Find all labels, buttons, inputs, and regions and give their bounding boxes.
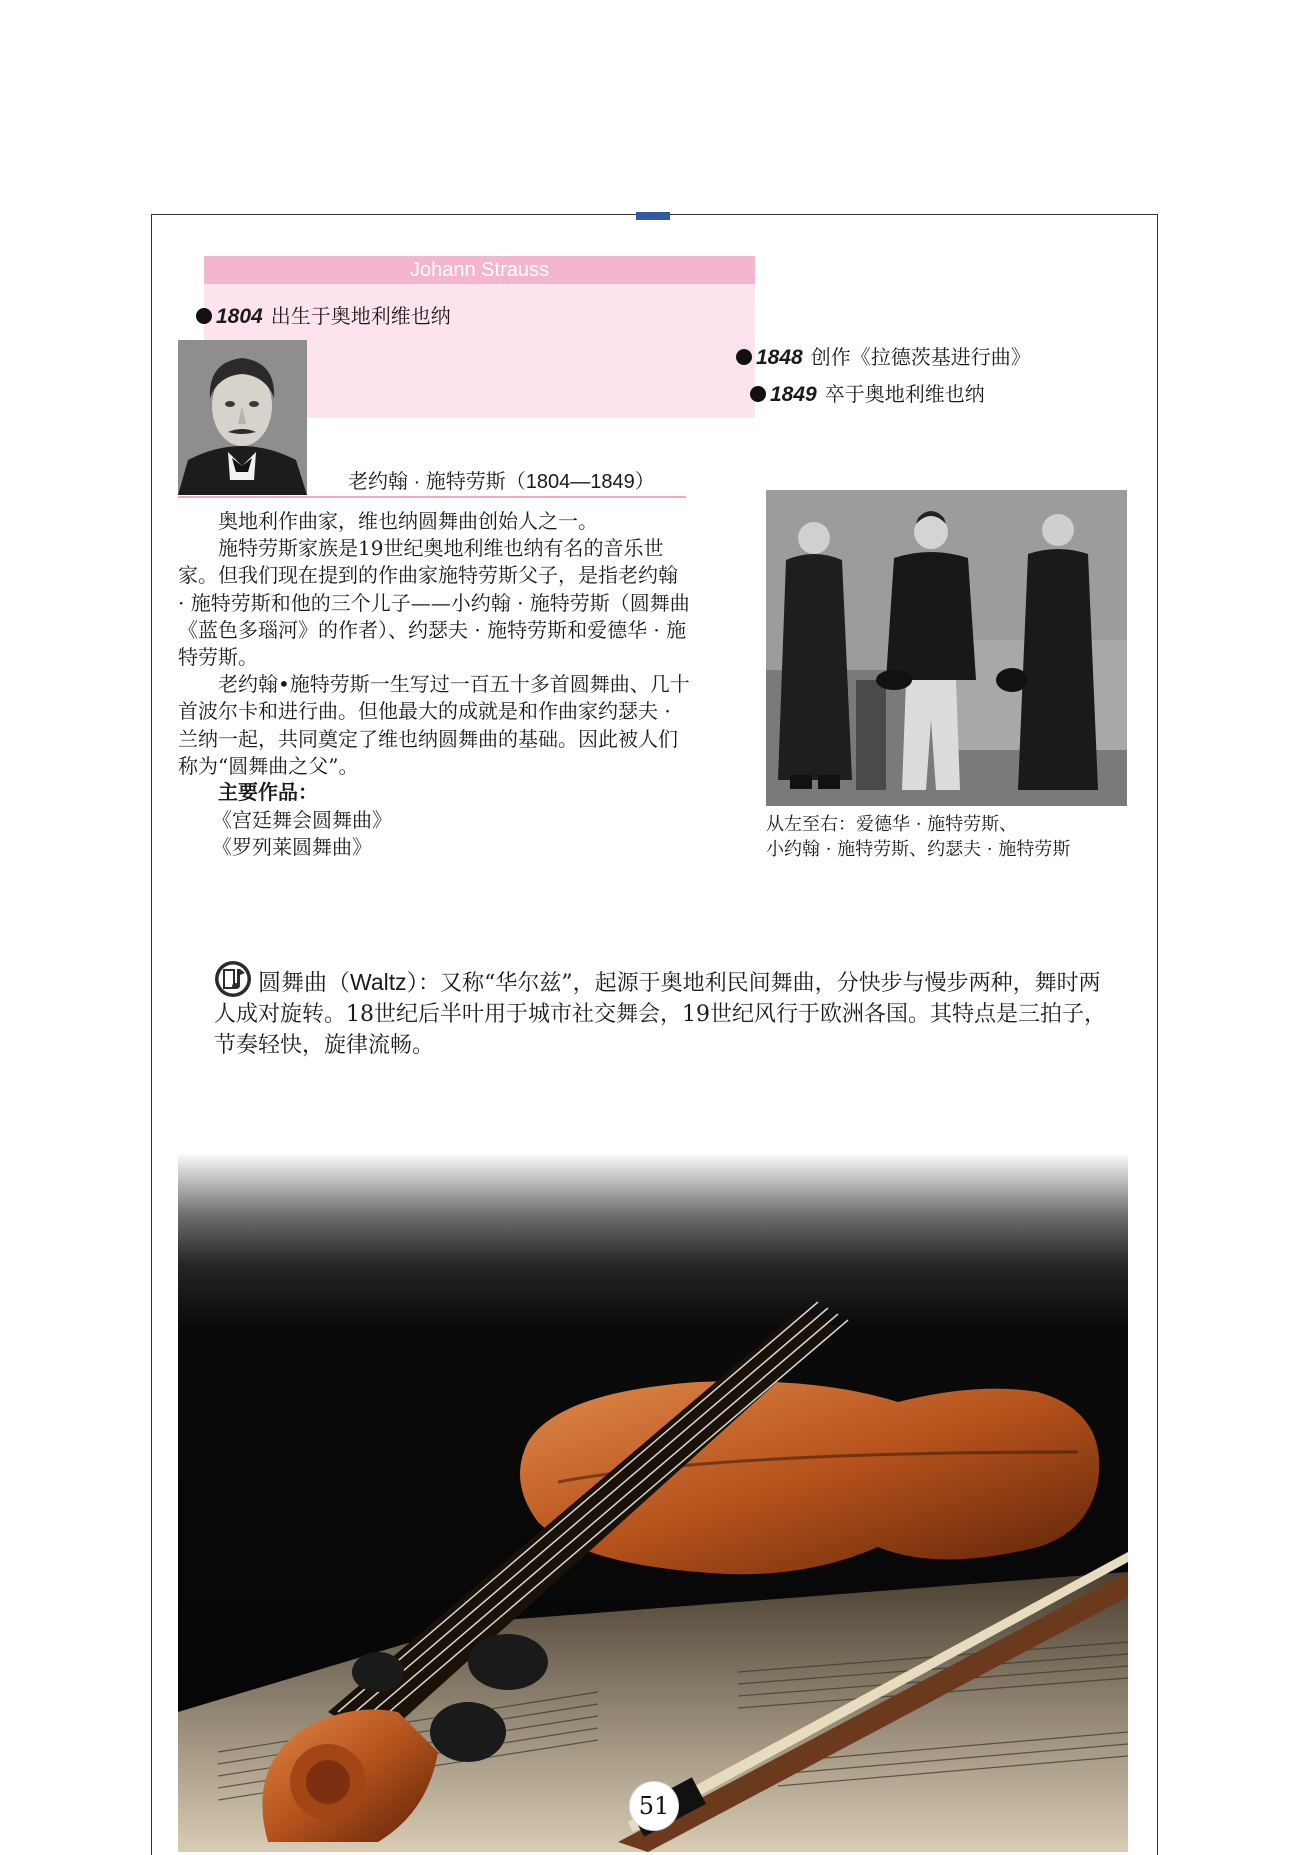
timeline-item-1849 [750,378,985,407]
bio-paragraph: 施特劳斯家族是19世纪奥地利维也纳有名的音乐世家。但我们现在提到的作曲家施特劳斯父子，是指老约翰 · 施特劳斯和他的三个儿子——小约翰 · 施特劳斯（圆舞曲《蓝色多瑙河》的作者）、约瑟夫 · 施特劳斯和爱德华 · 施特劳斯。 [178,536,690,670]
bullet-icon [196,308,212,324]
divider [178,496,686,498]
timeline-year: 1804 [216,305,263,328]
portrait-caption: 老约翰 · 施特劳斯（1804—1849） [348,471,655,493]
portrait-johann-strauss-i [178,340,307,495]
biography [178,508,690,862]
bio-paragraph: 老约翰•施特劳斯一生写过一百五十多首圆舞曲、几十首波尔卡和进行曲。但他最大的成就是和作曲家约瑟夫 · 兰纳一起，共同奠定了维也纳圆舞曲的基础。因此被人们称为“圆舞曲之父”。 [178,672,690,778]
photo-caption-line: 小约翰 · 施特劳斯、约瑟夫 · 施特劳斯 [766,839,1071,860]
timeline-event: 创作《拉德茨基进行曲》 [810,345,1031,369]
music-note-icon [214,960,252,998]
work-item: 《宫廷舞会圆舞曲》 [212,808,392,833]
top-tab-marker [636,212,670,220]
photo-caption-line: 从左至右：爱德华 · 施特劳斯、 [766,814,1018,835]
section-title-band: Johann Strauss [204,256,755,284]
definition-text: ：又称“华尔兹”，起源于奥地利民间舞曲，分快步与慢步两种，舞时两人成对旋转。18世纪后半叶用于城市社交舞会，19世纪风行于欧洲各国。其特点是三拍子，节奏轻快，旋律流畅。 [214,971,1106,1058]
works-heading: 主要作品： [218,782,318,805]
violin-photo [178,1152,1128,1852]
waltz-definition [214,960,1114,1061]
definition-term: 圆舞曲（Waltz） [258,969,419,995]
timeline-event: 出生于奥地利维也纳 [270,304,451,328]
bio-paragraph: 奥地利作曲家，维也纳圆舞曲创始人之一。 [218,509,598,533]
photo-caption [766,812,1070,862]
timeline-year: 1848 [756,346,803,369]
bullet-icon [736,349,752,365]
page-number: 51 [630,1782,678,1830]
bullet-icon [750,386,766,402]
timeline-year: 1849 [770,383,817,406]
timeline-item-1804 [196,300,451,329]
timeline-item-1848 [736,341,1031,370]
timeline-event: 卒于奥地利维也纳 [824,382,985,406]
work-item: 《罗列莱圆舞曲》 [212,835,372,860]
strauss-sons-photo [766,490,1127,806]
